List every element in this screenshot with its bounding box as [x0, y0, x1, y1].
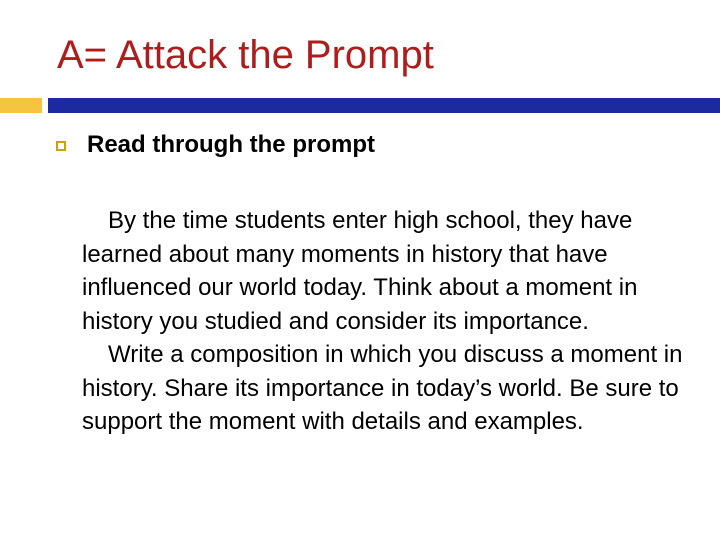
- bullet-item: [56, 131, 375, 159]
- prompt-text: [82, 204, 692, 439]
- square-bullet-icon: [56, 141, 66, 151]
- prompt-paragraph-2: Write a composition in which you discuss a moment in history. Share its importance in today’s world. Be sure to support the moment with details and examples.: [82, 341, 683, 435]
- slide-title: A= Attack the Prompt: [57, 33, 434, 77]
- prompt-paragraph-1: By the time students enter high school, they have learned about many moments in history that have influenced our world today. Think about a moment in history you studied and consider its importance.: [82, 207, 638, 335]
- title-accent-blue-bar: [48, 98, 720, 113]
- bullet-text: Read through the prompt: [87, 131, 375, 158]
- title-accent-yellow-bar: [0, 98, 42, 113]
